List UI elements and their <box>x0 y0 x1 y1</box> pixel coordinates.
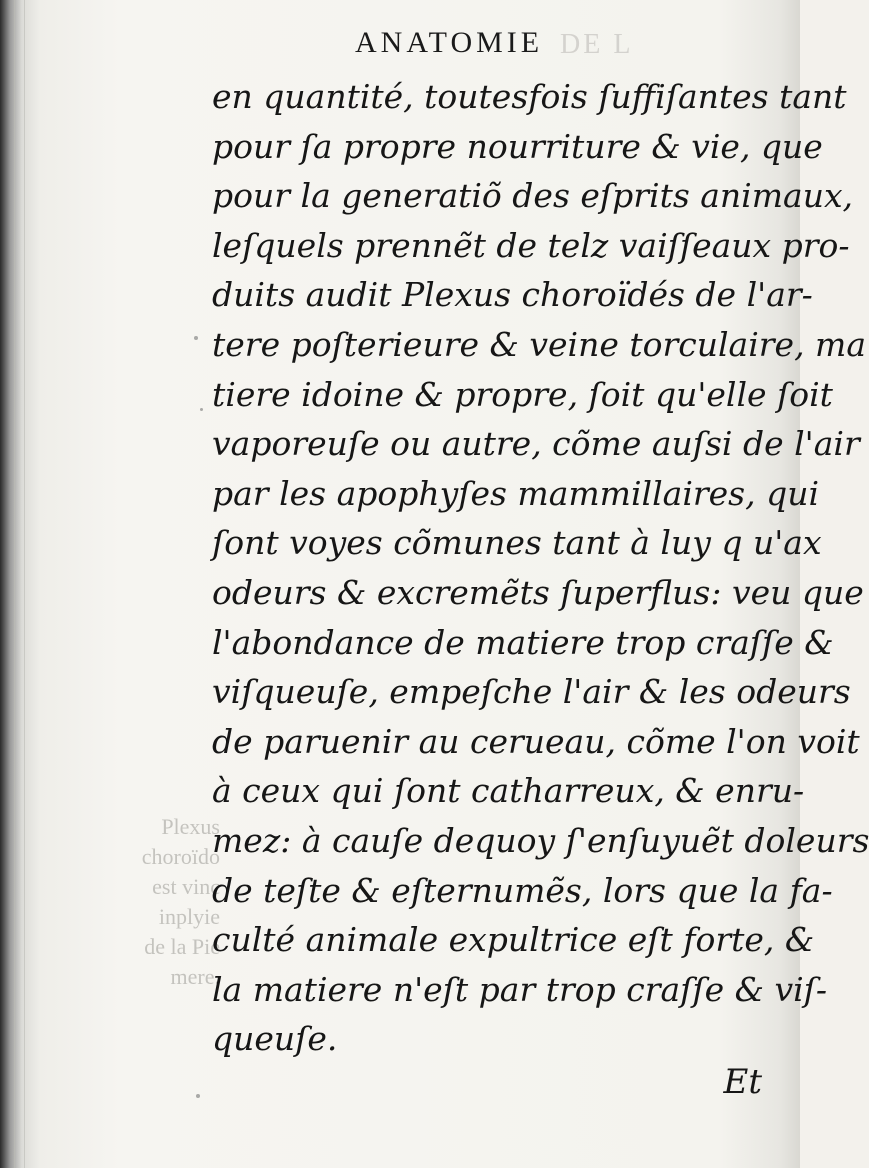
page-body-text <box>212 72 869 1064</box>
text-line: tere poſterieure & veine torculaire, ma <box>212 324 867 364</box>
show-through-heading: DE L <box>560 29 634 60</box>
text-line: queuſe. <box>212 1019 338 1059</box>
text-line: l'abondance de matiere trop craſſe & <box>212 622 834 662</box>
running-head: ANATOMIE <box>355 26 544 59</box>
ink-speck <box>200 408 203 411</box>
text-line: par les apophyſes mammillaires, qui <box>212 473 820 513</box>
text-line: viſqueuſe, empeſche l'air & les odeurs <box>212 672 851 712</box>
ink-speck <box>196 1094 200 1098</box>
text-line: pour ſa propre nourriture & vie, que <box>212 126 823 166</box>
text-line: culté animale expultrice eſt forte, & <box>212 920 815 960</box>
text-line: odeurs & excremẽts ſuperflus: veu que <box>212 572 864 612</box>
text-line: en quantité, toutesfois ſuffiſantes tant <box>212 77 847 116</box>
text-line: de teſte & eſternumẽs, lors que la fa- <box>212 870 833 910</box>
text-line: pour la generatiõ des eſprits animaux, <box>212 176 854 216</box>
show-through-margin-note: Plexus choroïdo est vinc inplyie de la Pie mere. <box>141 814 220 989</box>
text-line: vaporeuſe ou autre, cõme auſsi de l'air <box>212 424 860 464</box>
text-line: tiere idoine & propre, ſoit qu'elle ſoit <box>212 374 833 414</box>
text-line: leſquels prennẽt de telz vaiſſeaux pro- <box>212 225 850 265</box>
text-line: la matiere n'eſt par trop craſſe & viſ- <box>212 969 828 1009</box>
gutter-edge <box>24 0 25 1168</box>
text-line: mez: à cauſe dequoy ſ'enſuyuẽt doleurs <box>212 820 869 860</box>
ink-speck <box>194 336 198 340</box>
gutter-shadow <box>14 0 15 1168</box>
text-line: ſont voyes cõmunes tant à luy q u'ax <box>212 523 822 563</box>
text-line: duits audit Plexus choroïdés de l'ar- <box>212 275 813 315</box>
catchword: Et <box>723 1062 762 1102</box>
text-line: à ceux qui ſont catharreux, & enru- <box>212 771 805 811</box>
text-line: de paruenir au cerueau, cõme l'on voit <box>212 721 860 761</box>
